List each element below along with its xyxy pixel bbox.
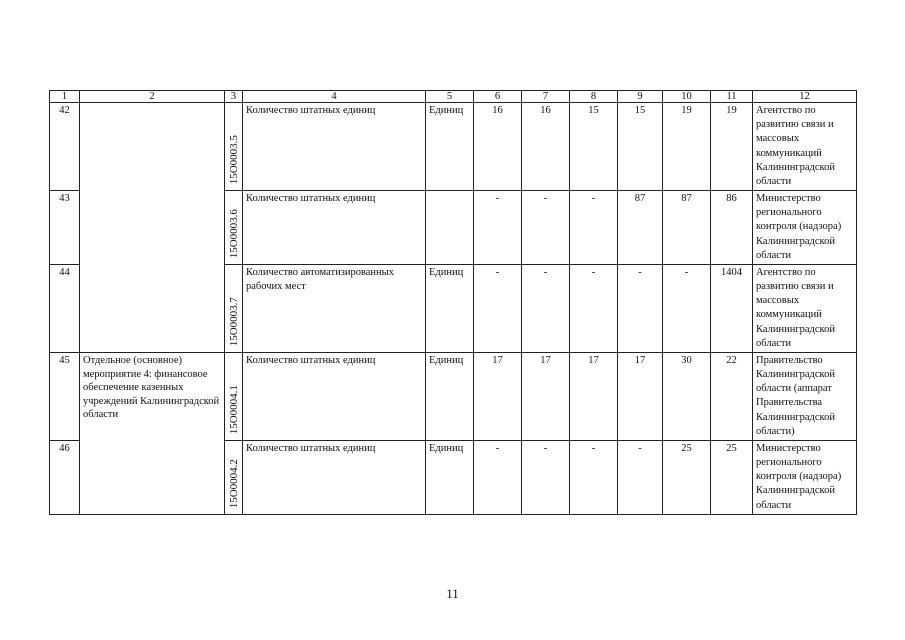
code-cell — [225, 264, 243, 352]
row-number: 46 — [50, 440, 80, 514]
value-cell: 16 — [474, 103, 522, 191]
value-cell: 17 — [474, 352, 522, 440]
header-cell: 3 — [225, 91, 243, 103]
header-cell: 9 — [618, 91, 663, 103]
value-cell: - — [474, 440, 522, 514]
header-cell: 5 — [426, 91, 474, 103]
value-cell: 17 — [618, 352, 663, 440]
header-cell: 10 — [663, 91, 711, 103]
value-cell: 19 — [663, 103, 711, 191]
header-row — [50, 91, 857, 103]
value-cell: - — [570, 191, 618, 265]
event-cell-empty — [80, 103, 225, 353]
table-row — [50, 103, 857, 191]
code-cell — [225, 191, 243, 265]
value-cell: 25 — [711, 440, 753, 514]
unit-cell — [426, 191, 474, 265]
code-text: 15O0003.6 — [227, 208, 240, 258]
indicator-cell: Количество штатных единиц — [243, 191, 426, 265]
unit-cell: Единиц — [426, 103, 474, 191]
row-number: 43 — [50, 191, 80, 265]
indicator-cell: Количество автоматизированных рабочих мест — [243, 264, 426, 352]
value-cell: 1404 — [711, 264, 753, 352]
unit-cell: Единиц — [426, 352, 474, 440]
value-cell: - — [663, 264, 711, 352]
value-cell: 16 — [522, 103, 570, 191]
value-cell: 19 — [711, 103, 753, 191]
executor-cell: Агентство по развитию связи и массовых коммуникаций Калининградской области — [753, 103, 857, 191]
value-cell: - — [618, 264, 663, 352]
executor-cell: Министерство регионального контроля (надзора) Калининградской области — [753, 191, 857, 265]
indicator-cell: Количество штатных единиц — [243, 352, 426, 440]
value-cell: - — [474, 191, 522, 265]
code-cell — [225, 352, 243, 440]
value-cell: 25 — [663, 440, 711, 514]
code-text: 15O0004.1 — [227, 384, 240, 434]
value-cell: 15 — [618, 103, 663, 191]
value-cell: 15 — [570, 103, 618, 191]
value-cell: 87 — [663, 191, 711, 265]
table-row — [50, 352, 857, 440]
code-text: 15O0003.5 — [227, 134, 240, 185]
header-cell: 2 — [80, 91, 225, 103]
header-cell: 7 — [522, 91, 570, 103]
value-cell: 30 — [663, 352, 711, 440]
header-cell: 8 — [570, 91, 618, 103]
value-cell: 17 — [570, 352, 618, 440]
executor-cell: Агентство по развитию связи и массовых коммуникаций Калининградской области — [753, 264, 857, 352]
row-number: 44 — [50, 264, 80, 352]
code-text: 15O0004.2 — [227, 458, 240, 508]
data-table — [49, 90, 857, 515]
value-cell: - — [618, 440, 663, 514]
value-cell: - — [570, 440, 618, 514]
code-cell — [225, 103, 243, 191]
value-cell: 87 — [618, 191, 663, 265]
value-cell: - — [522, 440, 570, 514]
indicator-cell: Количество штатных единиц — [243, 103, 426, 191]
indicator-cell: Количество штатных единиц — [243, 440, 426, 514]
value-cell: 17 — [522, 352, 570, 440]
header-cell: 6 — [474, 91, 522, 103]
row-number: 45 — [50, 352, 80, 440]
event-cell: Отдельное (основное) мероприятие 4: финансовое обеспечение казенных учреждений Калининградской области — [80, 352, 225, 514]
value-cell: 86 — [711, 191, 753, 265]
value-cell: 22 — [711, 352, 753, 440]
executor-cell: Правительство Калининградской области (аппарат Правительства Калининградской области) — [753, 352, 857, 440]
row-number: 42 — [50, 103, 80, 191]
unit-cell: Единиц — [426, 440, 474, 514]
value-cell: - — [522, 191, 570, 265]
value-cell: - — [474, 264, 522, 352]
executor-cell: Министерство регионального контроля (надзора) Калининградской области — [753, 440, 857, 514]
value-cell: - — [522, 264, 570, 352]
value-cell: - — [570, 264, 618, 352]
code-text: 15O0003.7 — [227, 296, 240, 346]
page-number: 11 — [446, 586, 459, 601]
unit-cell: Единиц — [426, 264, 474, 352]
header-cell: 4 — [243, 91, 426, 103]
header-cell: 12 — [753, 91, 857, 103]
code-cell — [225, 440, 243, 514]
header-cell: 11 — [711, 91, 753, 103]
header-cell: 1 — [50, 91, 80, 103]
